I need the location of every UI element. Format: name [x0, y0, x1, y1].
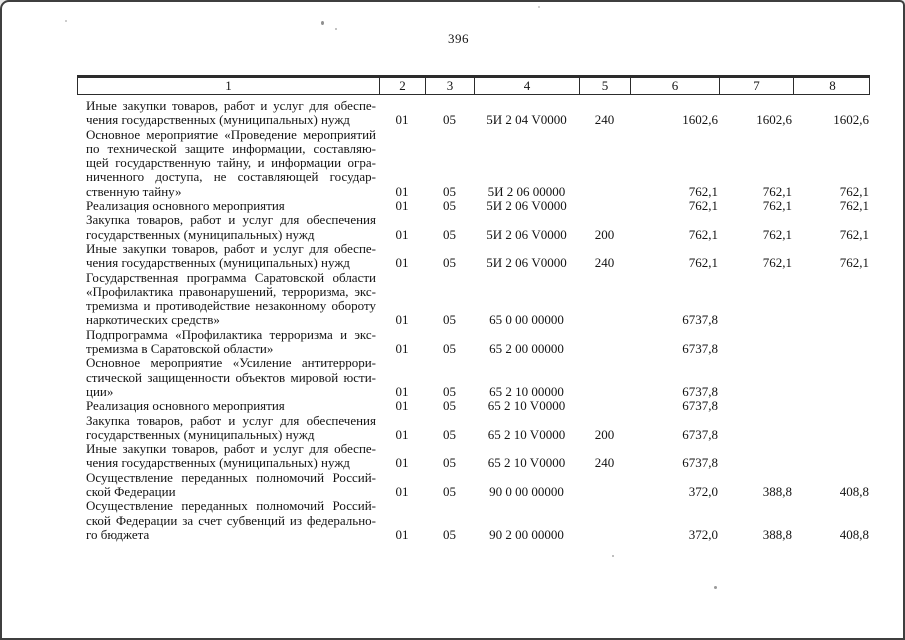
c6-cell: 6737,8 — [682, 383, 718, 399]
c8-cell: 762,1 — [839, 255, 869, 271]
header-cell: 8 — [829, 78, 836, 93]
c8-cell: 762,1 — [839, 226, 869, 242]
header-cell: 4 — [475, 78, 580, 94]
c3-cell: 05 — [443, 426, 456, 442]
name-cell — [77, 99, 379, 128]
c2-cell: 01 — [395, 398, 409, 414]
c7-cell: 388,8 — [762, 484, 792, 500]
header-cell: 7 — [720, 78, 794, 94]
table-row — [77, 471, 870, 500]
page-number: 396 — [448, 31, 469, 46]
header-cell: 5 — [580, 78, 631, 94]
name-line: щей государственную тайну, и информации огра- — [86, 155, 376, 171]
name-line: Осуществление переданных полномочий Россий- — [86, 498, 376, 514]
name-line: Закупка товаров, работ и услуг для обеспечения — [86, 412, 376, 428]
c7-cell: 388,8 — [762, 526, 792, 542]
name-cell — [77, 414, 379, 443]
table-body — [77, 95, 870, 542]
name-line: Государственная программа Саратовской области — [86, 269, 376, 285]
name-line: Иные закупки товаров, работ и услуг для обеспе- — [86, 98, 376, 113]
name-cell — [77, 199, 379, 213]
name-line: Основное мероприятие «Усиление антитеррори- — [86, 355, 376, 371]
name-line: ской Федерации — [86, 484, 176, 500]
table-row — [77, 99, 870, 128]
c5-cell: 240 — [594, 255, 615, 271]
c6-cell: 762,1 — [688, 226, 718, 242]
header-cell: 6 — [631, 78, 720, 94]
name-line: ской Федерации за счет субвенций из федерально- — [86, 512, 376, 528]
name-line: стической защищенности объектов мировой юсти- — [86, 369, 376, 385]
table-row — [77, 442, 870, 471]
c6-cell: 6737,8 — [682, 341, 718, 357]
c4-cell: 65 2 10 V0000 — [487, 398, 566, 414]
c4-cell: 5И 2 04 V0000 — [486, 112, 567, 128]
c3-cell: 05 — [443, 383, 456, 399]
name-line: тремизма и противодействие незаконному обороту — [86, 298, 376, 314]
c5-cell: 240 — [594, 455, 615, 471]
c7-cell: 762,1 — [762, 255, 792, 271]
c3-cell: 05 — [443, 226, 456, 242]
c4-cell: 5И 2 06 V0000 — [486, 255, 567, 271]
c3-cell: 05 — [443, 198, 456, 214]
c6-cell: 1602,6 — [682, 112, 718, 128]
c8-cell: 1602,6 — [833, 112, 869, 128]
table-row — [77, 199, 870, 213]
c5-cell: 200 — [594, 426, 615, 442]
name-line: государственных (муниципальных) нужд — [86, 226, 315, 242]
table-row — [77, 356, 870, 399]
table-header-row — [77, 75, 870, 95]
c2-cell: 01 — [395, 112, 409, 128]
c8-cell: 408,8 — [839, 526, 869, 542]
name-line: Реализация основного мероприятия — [86, 198, 285, 214]
c6-cell: 6737,8 — [682, 398, 718, 414]
c6-cell: 372,0 — [688, 526, 718, 542]
name-line: тремизма в Саратовской области» — [86, 341, 274, 357]
c6-cell: 372,0 — [688, 484, 718, 500]
name-line: чения государственных (муниципальных) нужд — [86, 255, 350, 271]
c8-cell: 408,8 — [839, 484, 869, 500]
c2-cell: 01 — [395, 198, 409, 214]
name-cell — [77, 271, 379, 328]
c2-cell: 01 — [395, 383, 409, 399]
c3-cell: 05 — [443, 484, 456, 500]
c4-cell: 90 0 00 00000 — [489, 484, 564, 500]
name-line: ственную тайну» — [86, 183, 182, 199]
table-row — [77, 414, 870, 443]
header-cell: 2 — [380, 78, 426, 94]
table-row — [77, 499, 870, 542]
c7-cell: 762,1 — [762, 226, 792, 242]
name-cell — [77, 328, 379, 357]
c4-cell: 65 2 00 00000 — [489, 341, 564, 357]
name-cell — [77, 499, 379, 542]
c2-cell: 01 — [395, 255, 409, 271]
c4-cell: 90 2 00 00000 — [489, 526, 564, 542]
c4-cell: 5И 2 06 00000 — [487, 183, 566, 199]
table-row — [77, 328, 870, 357]
c2-cell: 01 — [395, 484, 409, 500]
scan-artifact — [65, 20, 67, 22]
name-cell — [77, 399, 379, 413]
scan-artifact — [538, 6, 540, 8]
scan-artifact — [612, 555, 614, 557]
name-line: ции» — [86, 383, 114, 399]
c8-cell: 762,1 — [839, 183, 869, 199]
c2-cell: 01 — [395, 183, 409, 199]
c7-cell: 762,1 — [762, 183, 792, 199]
table-row — [77, 399, 870, 413]
c6-cell: 762,1 — [688, 255, 718, 271]
name-line: ниченного доступа, не составляющей государ- — [86, 169, 376, 185]
c7-cell: 762,1 — [762, 198, 792, 214]
c3-cell: 05 — [443, 112, 456, 128]
table-row — [77, 242, 870, 271]
c6-cell: 6737,8 — [682, 426, 718, 442]
header-cell: 3 — [426, 78, 475, 94]
name-cell — [77, 242, 379, 271]
table-row — [77, 128, 870, 199]
name-line: Осуществление переданных полномочий Россий- — [86, 469, 376, 485]
c4-cell: 5И 2 06 V0000 — [486, 198, 567, 214]
name-line: Закупка товаров, работ и услуг для обеспечения — [86, 212, 376, 228]
name-line: Основное мероприятие «Проведение мероприятий — [86, 126, 376, 142]
c2-cell: 01 — [395, 526, 409, 542]
c6-cell: 6737,8 — [682, 312, 718, 328]
name-line: Иные закупки товаров, работ и услуг для обеспе- — [86, 240, 376, 256]
c6-cell: 6737,8 — [682, 455, 718, 471]
name-line: «Профилактика правонарушений, терроризма, экс- — [86, 283, 376, 299]
c2-cell: 01 — [395, 426, 409, 442]
c3-cell: 05 — [443, 526, 456, 542]
name-cell — [77, 442, 379, 471]
c4-cell: 65 0 00 00000 — [489, 312, 564, 328]
scan-artifact — [335, 28, 337, 30]
name-line: по технической защите информации, составляю- — [86, 140, 376, 156]
name-line: Реализация основного мероприятия — [86, 398, 285, 414]
name-line: чения государственных (муниципальных) нужд — [86, 455, 350, 471]
c3-cell: 05 — [443, 455, 456, 471]
name-line: Иные закупки товаров, работ и услуг для обеспе- — [86, 441, 376, 457]
c3-cell: 05 — [443, 312, 456, 328]
table-row — [77, 271, 870, 328]
name-line: чения государственных (муниципальных) нужд — [86, 112, 350, 128]
name-cell — [77, 128, 379, 199]
name-cell — [77, 356, 379, 399]
budget-table — [77, 75, 870, 542]
c8-cell: 762,1 — [839, 198, 869, 214]
name-line: государственных (муниципальных) нужд — [86, 426, 315, 442]
c3-cell: 05 — [443, 255, 456, 271]
name-line: наркотических средств» — [86, 312, 220, 328]
c2-cell: 01 — [395, 226, 409, 242]
c2-cell: 01 — [395, 455, 409, 471]
c4-cell: 65 2 10 00000 — [489, 383, 564, 399]
c4-cell: 5И 2 06 V0000 — [486, 226, 567, 242]
name-cell — [77, 471, 379, 500]
c7-cell: 1602,6 — [756, 112, 792, 128]
c5-cell: 240 — [594, 112, 615, 128]
c3-cell: 05 — [443, 398, 456, 414]
c4-cell: 65 2 10 V0000 — [487, 455, 566, 471]
table-row — [77, 213, 870, 242]
scan-artifact — [714, 586, 717, 589]
c6-cell: 762,1 — [688, 183, 718, 199]
c2-cell: 01 — [395, 341, 409, 357]
name-line: го бюджета — [86, 526, 150, 542]
c3-cell: 05 — [443, 341, 456, 357]
c3-cell: 05 — [443, 183, 456, 199]
c6-cell: 762,1 — [688, 198, 718, 214]
scan-artifact — [321, 21, 324, 25]
c4-cell: 65 2 10 V0000 — [487, 426, 566, 442]
c5-cell: 200 — [594, 226, 615, 242]
c2-cell: 01 — [395, 312, 409, 328]
header-cell: 1 — [78, 78, 380, 94]
name-line: Подпрограмма «Профилактика терроризма и экс- — [86, 326, 376, 342]
name-cell — [77, 213, 379, 242]
